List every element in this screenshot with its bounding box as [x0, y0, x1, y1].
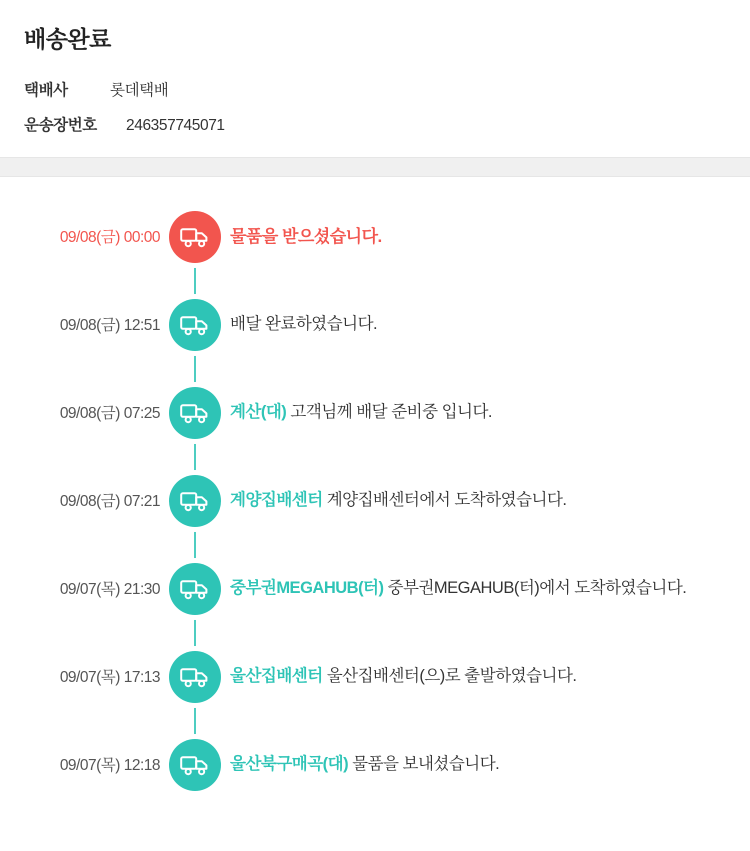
event-date: 09/08(금) 12:51: [59, 316, 160, 334]
event-text: [230, 467, 750, 513]
truck-icon: [169, 739, 221, 791]
event-text: [230, 643, 750, 689]
timeline-event-0: [0, 203, 750, 291]
truck-icon: [169, 387, 221, 439]
event-place: 계산(대): [230, 402, 287, 421]
event-date: 09/08(금) 00:00: [59, 228, 160, 246]
event-text: [230, 731, 750, 777]
courier-value: 롯데택배: [110, 81, 169, 99]
event-description: 물품을 받으셨습니다.: [230, 226, 382, 246]
courier-label: 택배사: [24, 81, 68, 99]
tracking-header: [0, 0, 750, 157]
event-text: [230, 203, 750, 250]
event-description: 계양집배센터에서 도착하였습니다.: [322, 490, 567, 509]
tracking-number-label: 운송장번호: [24, 116, 97, 134]
tracking-number-row: [24, 113, 726, 135]
truck-icon: [169, 211, 221, 263]
event-icon-wrap: [160, 555, 230, 615]
event-date: 09/07(목) 17:13: [59, 668, 160, 686]
timeline-event-1: [0, 291, 750, 379]
timeline-event-6: [0, 731, 750, 819]
event-place: 울산북구매곡(대): [230, 754, 349, 773]
event-icon-wrap: [160, 731, 230, 791]
event-place: 울산집배센터: [230, 666, 323, 685]
timeline-event-4: [0, 555, 750, 643]
page-title: 배송완료: [24, 26, 111, 52]
event-text: [230, 291, 750, 337]
event-place: 계양집배센터: [230, 490, 323, 509]
timeline-event-3: [0, 467, 750, 555]
timeline-rows: [0, 203, 750, 819]
event-icon-wrap: [160, 379, 230, 439]
truck-icon: [169, 563, 221, 615]
event-description: 고객님께 배달 준비중 입니다.: [286, 402, 493, 421]
event-date: 09/07(목) 21:30: [59, 580, 160, 598]
tracking-number-value: 246357745071: [126, 116, 225, 134]
event-date: 09/08(금) 07:25: [59, 404, 160, 422]
truck-icon: [169, 299, 221, 351]
courier-row: [24, 78, 726, 100]
event-date: 09/08(금) 07:21: [59, 492, 160, 510]
event-description: 물품을 보내셨습니다.: [348, 754, 500, 773]
section-divider: [0, 157, 750, 177]
event-place: 중부권MEGAHUB(터): [230, 578, 384, 597]
truck-icon: [169, 651, 221, 703]
timeline-event-2: [0, 379, 750, 467]
event-description: 배달 완료하였습니다.: [230, 314, 378, 333]
event-description: 울산집배센터(으)로 출발하였습니다.: [322, 666, 577, 685]
timeline-event-5: [0, 643, 750, 731]
event-description: 중부권MEGAHUB(터)에서 도착하였습니다.: [383, 578, 687, 597]
tracking-timeline: [0, 177, 750, 839]
event-text: [230, 555, 750, 601]
event-date: 09/07(목) 12:18: [59, 756, 160, 774]
event-icon-wrap: [160, 643, 230, 703]
event-icon-wrap: [160, 203, 230, 263]
truck-icon: [169, 475, 221, 527]
event-icon-wrap: [160, 291, 230, 351]
event-text: [230, 379, 750, 425]
event-icon-wrap: [160, 467, 230, 527]
